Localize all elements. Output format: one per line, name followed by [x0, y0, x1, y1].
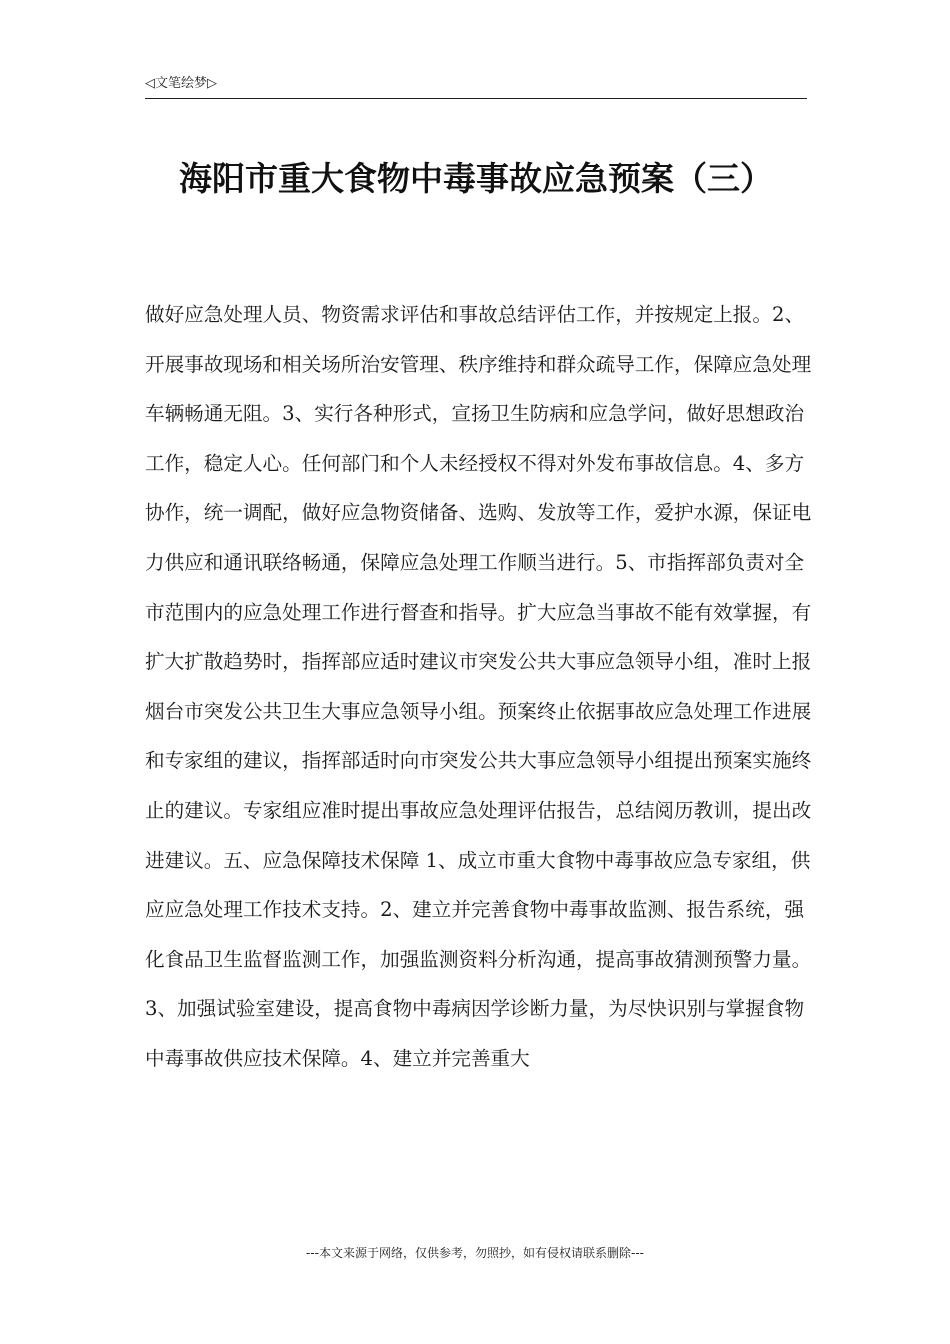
document-body: 做好应急处理人员、物资需求评估和事故总结评估工作，并按规定上报。2、开展事故现场和相关场所治安管理、秩序维持和群众疏导工作，保障应急处理车辆畅通无阻。3、实行各种形式，宣扬卫生防病和应急学问，做好思想政治工作，稳定人心。任何部门和个人未经授权不得对外发布事故信息。4、多方协作，统一调配，做好应急物资储备、选购、发放等工作，爱护水源，保证电力供应和通讯联络畅通，保障应急处理工作顺当进行。5、市指挥部负责对全市范围内的应急处理工作进行督查和指导。扩大应急当事故不能有效掌握，有扩大扩散趋势时，指挥部应适时建议市突发公共大事应急领导小组，准时上报烟台市突发公共卫生大事应急领导小组。预案终止依据事故应急处理工作进展和专家组的建议，指挥部适时向市突发公共大事应急领导小组提出预案实施终止的建议。专家组应准时提出事故应急处理评估报告，总结阅历教训，提出改进建议。五、应急保障技术保障 1、成立市重大食物中毒事故应急专家组，供应应急处理工作技术支持。2、建立并完善食物中毒事故监测、报告系统，强化食品卫生监督监测工作，加强监测资料分析沟通，提高事故猜测预警力量。3、加强试验室建设，提高食物中毒病因学诊断力量，为尽快识别与掌握食物中毒事故供应技术保障。4、建立并完善重大: [145, 303, 812, 1070]
header-brand: ◁文笔绘梦▷: [145, 76, 217, 91]
document-title: 海阳市重大食物中毒事故应急预案（三）: [179, 159, 773, 198]
footer-notice: ---本文来源于网络，仅供参考，勿照抄，如有侵权请联系删除---: [306, 1246, 644, 1260]
page-header: [145, 72, 807, 99]
